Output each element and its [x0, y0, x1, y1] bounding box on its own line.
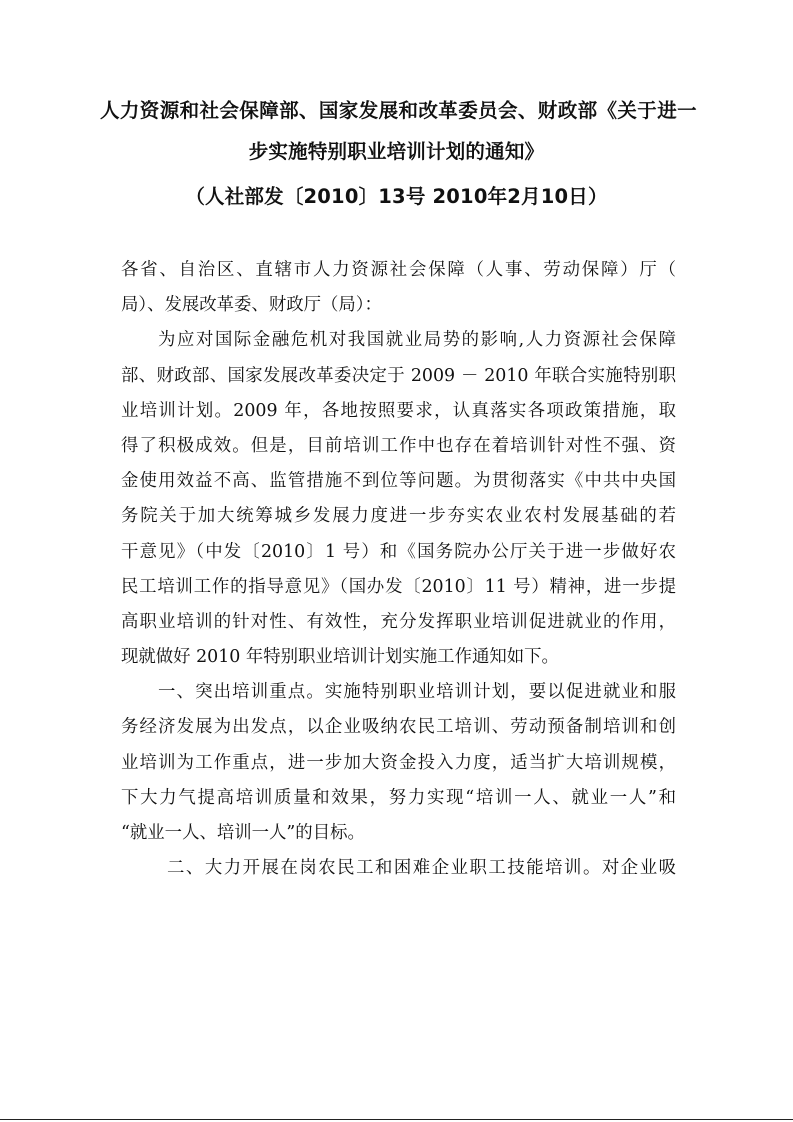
body-line: 业培训为工作重点，进一步加大资金投入力度，适当扩大培训规模， — [121, 752, 676, 773]
title-line-2: 步实施特别职业培训计划的通知》 — [248, 140, 545, 163]
paragraph-2 — [121, 675, 676, 851]
body-line: 干意见》（中发〔2010〕1 号）和《国务院办公厅关于进一步做好农 — [121, 541, 676, 562]
document-title — [100, 90, 698, 217]
paragraph-1 — [121, 323, 676, 675]
body-line: 金使用效益不高、监管措施不到位等问题。为贯彻落实《中共中央国 — [121, 471, 676, 492]
paragraph-3 — [121, 851, 676, 886]
body-line: 高职业培训的针对性、有效性，充分发挥职业培训促进就业的作用， — [121, 611, 676, 632]
document-subtitle: （人社部发〔2010〕13号 2010年2月10日） — [185, 185, 608, 208]
body-line: 各省、自治区、直辖市人力资源社会保障（人事、劳动保障）厅（ — [121, 260, 676, 280]
body-line: 部、财政部、国家发展改革委决定于 2009 － 2010 年联合实施特别职 — [121, 365, 676, 386]
body-line: 为应对国际金融危机对我国就业局势的影响,人力资源社会保障 — [158, 330, 676, 351]
body-line: 得了积极成效。但是，目前培训工作中也存在着培训针对性不强、资 — [121, 435, 676, 456]
body-line: 民工培训工作的指导意见》（国办发〔2010〕11 号）精神，进一步提 — [121, 576, 676, 597]
body-line: 局）、发展改革委、财政厅（局）： — [121, 295, 382, 316]
page-bottom-rule — [0, 1119, 793, 1120]
title-line-1: 人力资源和社会保障部、国家发展和改革委员会、财政部《关于进一 — [100, 99, 698, 122]
body-line: “就业一人、培训一人”的目标。 — [121, 823, 365, 843]
document-body — [121, 253, 676, 886]
body-line: 一、突出培训重点。实施特别职业培训计划，要以促进就业和服 — [158, 682, 676, 703]
addressee — [121, 253, 676, 323]
body-line: 务院关于加大统筹城乡发展力度进一步夯实农业农村发展基础的若 — [121, 506, 676, 527]
body-line: 下大力气提高培训质量和效果，努力实现“培训一人、就业一人”和 — [121, 787, 676, 808]
body-line: 务经济发展为出发点，以企业吸纳农民工培训、劳动预备制培训和创 — [121, 717, 676, 738]
body-line: 二、大力开展在岗农民工和困难企业职工技能培训。对企业吸 — [167, 858, 676, 879]
body-line: 现就做好 2010 年特别职业培训计划实施工作通知如下。 — [121, 647, 559, 668]
body-line: 业培训计划。2009 年，各地按照要求，认真落实各项政策措施，取 — [121, 400, 676, 421]
